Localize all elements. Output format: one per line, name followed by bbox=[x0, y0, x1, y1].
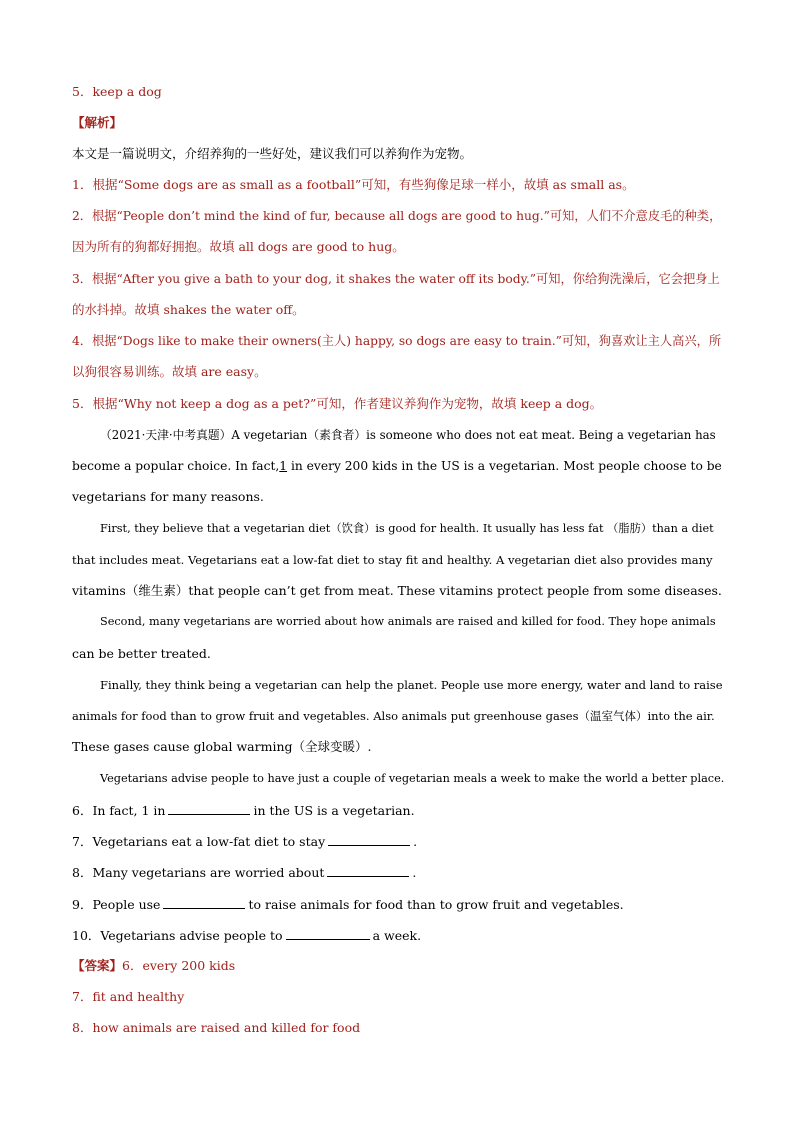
analysis-item-3-line1: 3．根据“After you give a bath to your dog, it shakes the water off its body.”可知，你给狗洗澡后，它会把身上 bbox=[72, 272, 720, 286]
analysis-item-1: 1．根据“Some dogs are as small as a football”可知，有些狗像足球一样小，故填 as small as。 bbox=[72, 177, 635, 192]
question-10 bbox=[72, 927, 421, 944]
question-6 bbox=[72, 802, 415, 819]
question-9 bbox=[72, 896, 624, 913]
answer-blank[interactable] bbox=[328, 833, 410, 846]
question-text: 6．In fact, 1 in bbox=[72, 803, 166, 818]
analysis-item-2-line1: 2．根据“People don’t mind the kind of fur, because all dogs are good to hug.”可知，人们不介意皮毛的种类， bbox=[72, 209, 722, 223]
passage-paragraph-4-line3: These gases cause global warming（全球变暖）. bbox=[72, 739, 372, 754]
question-text: 7．Vegetarians eat a low-fat diet to stay bbox=[72, 834, 326, 849]
passage-paragraph-4-line2: animals for food than to grow fruit and vegetables. Also animals put greenhouse gases（温室气体）into the air. bbox=[72, 709, 715, 723]
passage-paragraph-4-line1: Finally, they think being a vegetarian can help the planet. People use more energy, water and land to raise bbox=[100, 678, 723, 692]
answer-blank[interactable] bbox=[327, 864, 409, 877]
analysis-item-4-line2: 以狗很容易训练。故填 are easy。 bbox=[72, 364, 267, 379]
passage-paragraph-1-line2 bbox=[72, 458, 722, 474]
passage-paragraph-2-line2: that includes meat. Vegetarians eat a low-fat diet to stay fit and healthy. A vegetarian diet also provides many bbox=[72, 553, 713, 567]
underlined-number: 1 bbox=[279, 459, 288, 473]
analysis-label: 【解析】 bbox=[72, 115, 123, 130]
question-text: 10．Vegetarians advise people to bbox=[72, 928, 283, 943]
passage-text: A vegetarian（素食者）is someone who does not eat meat. Being a vegetarian has bbox=[231, 428, 716, 442]
answer-text: keep a dog bbox=[92, 84, 162, 99]
question-text: 8．Many vegetarians are worried about bbox=[72, 865, 325, 880]
passage-source: （2021·天津·中考真题） bbox=[100, 428, 232, 442]
answer-8: 8．how animals are raised and killed for food bbox=[72, 1020, 361, 1035]
question-text: . bbox=[413, 834, 418, 849]
answer-blank[interactable] bbox=[163, 896, 245, 909]
passage-paragraph-2-line1: First, they believe that a vegetarian diet（饮食）is good for health. It usually has less fat （脂肪）than a diet bbox=[100, 522, 714, 535]
analysis-item-4-line1: 4．根据“Dogs like to make their owners(主人) happy, so dogs are easy to train.”可知，狗喜欢让主人高兴，所 bbox=[72, 334, 722, 348]
question-text: to raise animals for food than to grow fruit and vegetables. bbox=[248, 897, 624, 912]
passage-paragraph-1-line3: vegetarians for many reasons. bbox=[72, 489, 264, 504]
analysis-item-5: 5．根据“Why not keep a dog as a pet?”可知，作者建议养狗作为宠物，故填 keep a dog。 bbox=[72, 396, 603, 411]
passage-text: become a popular choice. In fact, bbox=[72, 459, 280, 473]
question-7 bbox=[72, 833, 417, 850]
passage-paragraph-3-line1: Second, many vegetarians are worried about how animals are raised and killed for food. They hope animals bbox=[100, 615, 716, 628]
question-text: . bbox=[412, 865, 417, 880]
passage-paragraph-2-line3: vitamins（维生素）that people can’t get from meat. These vitamins protect people from some diseases. bbox=[72, 583, 722, 598]
passage-text: in every 200 kids in the US is a vegetarian. Most people choose to be bbox=[287, 459, 722, 473]
answers-line-1 bbox=[72, 958, 235, 974]
answer-6: 6．every 200 kids bbox=[122, 958, 236, 973]
answer-blank[interactable] bbox=[286, 927, 370, 940]
analysis-intro: 本文是一篇说明文，介绍养狗的一些好处，建议我们可以养狗作为宠物。 bbox=[72, 146, 473, 161]
answers-label: 【答案】 bbox=[72, 958, 123, 973]
answer-7: 7．fit and healthy bbox=[72, 989, 185, 1004]
analysis-item-2-line2: 因为所有的狗都好拥抱。故填 all dogs are good to hug。 bbox=[72, 239, 405, 254]
answer-number: 5． bbox=[72, 84, 93, 99]
question-text: in the US is a vegetarian. bbox=[253, 803, 415, 818]
question-text: 9．People use bbox=[72, 897, 161, 912]
passage-paragraph-1-line1 bbox=[100, 427, 716, 443]
passage-paragraph-5: Vegetarians advise people to have just a couple of vegetarian meals a week to make the world a better place. bbox=[100, 772, 725, 785]
question-8 bbox=[72, 864, 416, 881]
passage-paragraph-3-line2: can be better treated. bbox=[72, 646, 211, 661]
analysis-item-3-line2: 的水抖掉。故填 shakes the water off。 bbox=[72, 302, 305, 317]
previous-answer-5 bbox=[72, 84, 162, 100]
answer-blank[interactable] bbox=[168, 802, 250, 815]
question-text: a week. bbox=[372, 928, 422, 943]
